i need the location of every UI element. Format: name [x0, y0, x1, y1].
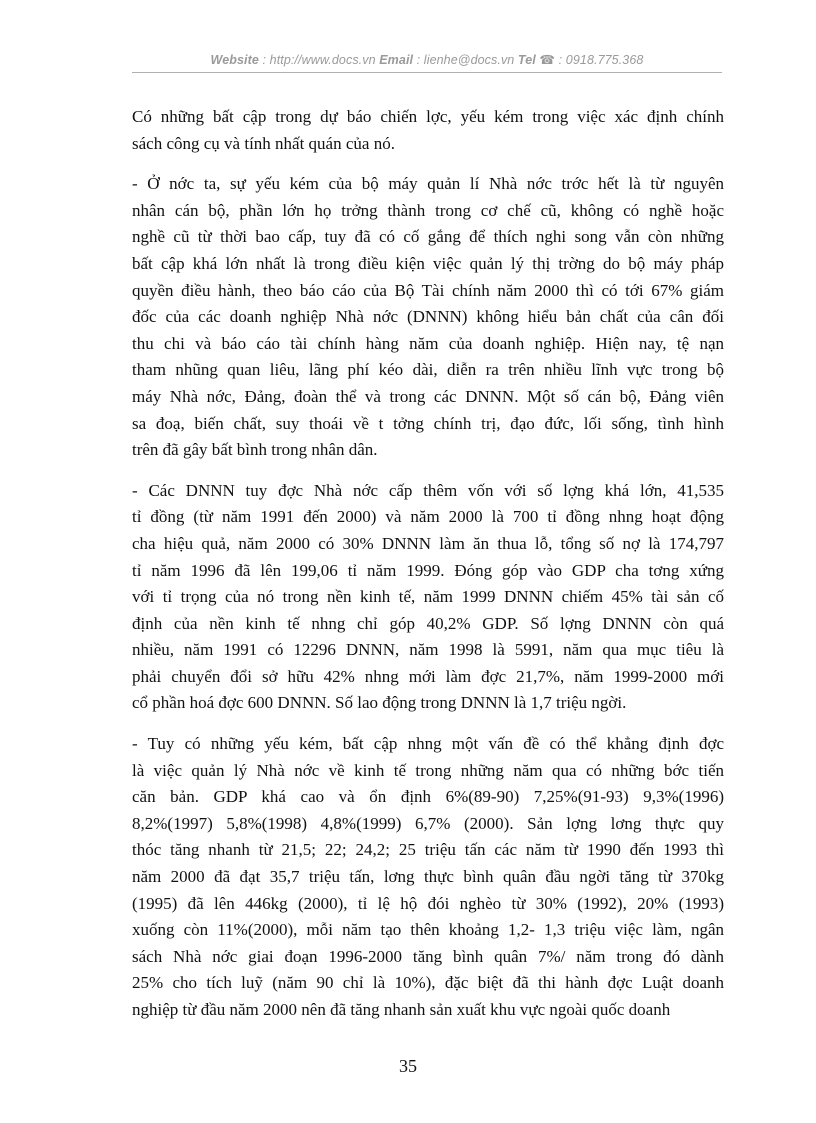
- text-line: phải chuyển đổi sở hữu 42% nhng mới làm đợc 21,7%, năm 1999-2000 mới: [132, 666, 724, 686]
- page-header: [132, 52, 722, 67]
- header-divider: [132, 72, 722, 73]
- text-line: đốc của các doanh nghiệp Nhà nớc (DNNN) không hiểu bản chất của cân đối: [132, 307, 724, 327]
- text-line: trên đã gây bất bình trong nhân dân.: [132, 440, 378, 460]
- text-line: tỉ năm 1996 đã lên 199,06 tỉ năm 1999. Đóng góp vào GDP cha tơng xứng: [132, 560, 724, 580]
- text-line: 25% cho tích luỹ (năm 90 chỉ là 10%), đặc biệt đã thi hành đợc Luật doanh: [132, 973, 724, 993]
- text-line: sách công cụ và tính nhất quán của nó.: [132, 133, 395, 153]
- tel-value: : 0918.775.368: [555, 53, 644, 67]
- email-value: : lienhe@docs.vn: [413, 53, 518, 67]
- paragraph: [132, 731, 724, 1024]
- text-line: là việc quản lý Nhà nớc về kinh tế trong những năm qua có những bớc tiến: [132, 760, 724, 780]
- text-line: cổ phần hoá đợc 600 DNNN. Số lao động trong DNNN là 1,7 triệu ngời.: [132, 693, 627, 713]
- text-line: xuống còn 11%(2000), mỗi năm tạo thên khoảng 1,2- 1,3 triệu việc làm, ngân: [132, 920, 724, 940]
- text-line: nghề cũ từ thời bao cấp, tuy đã có cố gắng để thích nghi song vẫn còn những: [132, 227, 724, 247]
- text-line: với tỉ trọng của nó trong nền kinh tế, năm 1999 DNNN chiếm 45% tài sản cố: [132, 587, 724, 607]
- text-line: (1995) đã lên 446kg (2000), tỉ lệ hộ đói nghèo từ 30% (1992), 20% (1993): [132, 893, 724, 913]
- text-line: căn bản. GDP khá cao và ổn định 6%(89-90) 7,25%(91-93) 9,3%(1996): [132, 787, 724, 807]
- text-line: máy Nhà nớc, Đảng, đoàn thể và trong các DNNN. Một số cán bộ, Đảng viên: [132, 386, 724, 406]
- text-line: quyền điều hành, theo báo cáo của Bộ Tài chính năm 2000 thì có tới 67% giám: [132, 280, 724, 300]
- paragraph-gap: [132, 717, 724, 731]
- text-line: - Tuy có những yếu kém, bất cập nhng một vấn đề có thể khẳng định đợc: [132, 734, 724, 754]
- text-line: nhân cán bộ, phần lớn họ trởng thành trong cơ chế cũ, không có nghề hoặc: [132, 200, 724, 220]
- paragraph-gap: [132, 464, 724, 478]
- website-label: Website: [210, 53, 259, 67]
- text-line: - Các DNNN tuy đợc Nhà nớc cấp thêm vốn với số lợng khá lớn, 41,535: [132, 480, 724, 500]
- text-line: tham nhũng quan liêu, lãng phí kéo dài, diễn ra trên nhiều lĩnh vực trong bộ: [132, 360, 724, 380]
- text-line: Có những bất cập trong dự báo chiến lợc, yếu kém trong việc xác định chính: [132, 107, 724, 126]
- tel-label: Tel: [517, 53, 536, 67]
- website-value: : http://www.docs.vn: [258, 53, 380, 67]
- text-line: năm 2000 đã đạt 35,7 triệu tấn, lơng thực bình quân đầu ngời tăng từ 370kg: [132, 867, 724, 887]
- text-line: tỉ đồng (từ năm 1991 đến 2000) và năm 2000 là 700 tỉ đồng nhng hoạt động: [132, 507, 724, 527]
- document-body: [132, 104, 724, 1024]
- paragraph-gap: [132, 157, 724, 171]
- paragraph: [132, 478, 724, 717]
- text-line: thóc tăng nhanh từ 21,5; 22; 24,2; 25 triệu tấn các năm từ 1990 đến 1993 thì: [132, 840, 724, 860]
- phone-icon: ☎: [539, 53, 556, 67]
- text-line: sa đoạ, biến chất, suy thoái về t tởng chính trị, đạo đức, lối sống, tình hình: [132, 413, 724, 433]
- email-label: Email: [379, 53, 414, 67]
- text-line: - Ở nớc ta, sự yếu kém của bộ máy quản lí Nhà nớc trớc hết là từ nguyên: [132, 174, 724, 194]
- paragraph: [132, 104, 724, 157]
- text-line: 8,2%(1997) 5,8%(1998) 4,8%(1999) 6,7% (2000). Sản lợng lơng thực quy: [132, 813, 724, 833]
- text-line: cha hiệu quả, năm 2000 có 30% DNNN làm ăn thua lỗ, tổng số nợ là 174,797: [132, 533, 724, 553]
- text-line: thu chi và báo cáo tài chính hàng năm của doanh nghiệp. Hiện nay, tệ nạn: [132, 333, 724, 353]
- text-line: định của nền kinh tế nhng chỉ góp 40,2% GDP. Số lợng DNNN còn quá: [132, 613, 724, 633]
- text-line: nhiều, năm 1991 có 12296 DNNN, năm 1998 là 5991, năm qua mục tiêu là: [132, 640, 724, 660]
- text-line: nghiệp từ đầu năm 2000 nên đã tăng nhanh sản xuất khu vực ngoài quốc doanh: [132, 1000, 671, 1019]
- text-line: sách Nhà nớc giai đoạn 1996-2000 tăng bình quân 7%/ năm trong đó dành: [132, 946, 724, 966]
- paragraph: [132, 171, 724, 464]
- text-line: bất cập khá lớn nhất là trong điều kiện việc quản lý thị trờng do bộ máy pháp: [132, 253, 724, 273]
- page-number: 35: [399, 1056, 417, 1076]
